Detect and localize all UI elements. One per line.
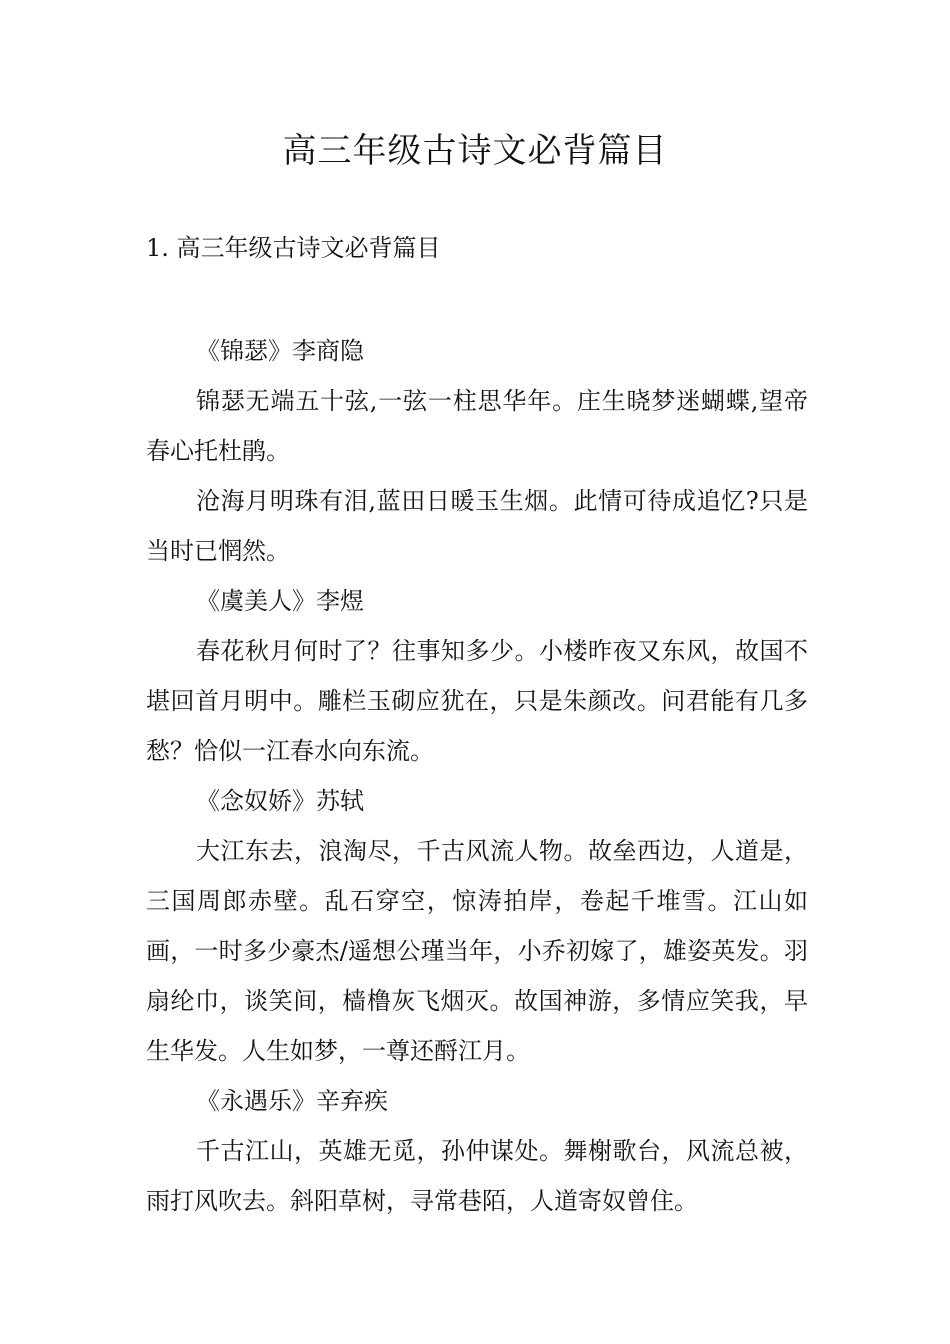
poem-title: 《永遇乐》辛弃疾	[196, 1087, 388, 1115]
poem-stanza: 大江东去，浪淘尽，千古风流人物。故垒西边，人道是，三国周郎赤壁。乱石穿空，惊涛拍岸，卷起千堆雪。江山如画，一时多少豪杰/遥想公瑾当年，小乔初嫁了，雄姿英发。羽扇纶巾，谈笑间，樯橹灰飞烟灭。故国神游，多情应笑我，早生华发。人生如梦，一尊还酹江月。	[146, 837, 808, 1065]
document-title: 高三年级古诗文必背篇目	[282, 131, 668, 171]
poem-title: 《念奴娇》苏轼	[196, 787, 364, 815]
poem-niannujiao	[146, 776, 808, 1076]
poem-stanza: 锦瑟无端五十弦,一弦一柱思华年。庄生晓梦迷蝴蝶,望帝春心托杜鹃。	[146, 387, 808, 465]
poem-title: 《虞美人》李煜	[196, 587, 364, 615]
poem-stanza: 春花秋月何时了？往事知多少。小楼昨夜又东风，故国不堪回首月明中。雕栏玉砌应犹在，只是朱颜改。问君能有几多愁？恰似一江春水向东流。	[146, 637, 808, 765]
poem-stanza: 沧海月明珠有泪,蓝田日暖玉生烟。此情可待成追忆?只是当时已惘然。	[146, 487, 808, 565]
poem-yongyule	[146, 1076, 808, 1226]
poem-yumeiren	[146, 576, 808, 776]
poem-list	[146, 326, 808, 1226]
poem-jinse	[146, 326, 808, 576]
poem-title: 《锦瑟》李商隐	[196, 337, 364, 365]
poem-stanza: 千古江山，英雄无觅，孙仲谋处。舞榭歌台，风流总被，雨打风吹去。斜阳草树，寻常巷陌，人道寄奴曾住。	[146, 1137, 808, 1215]
section-heading: 1. 高三年级古诗文必背篇目	[146, 234, 441, 262]
